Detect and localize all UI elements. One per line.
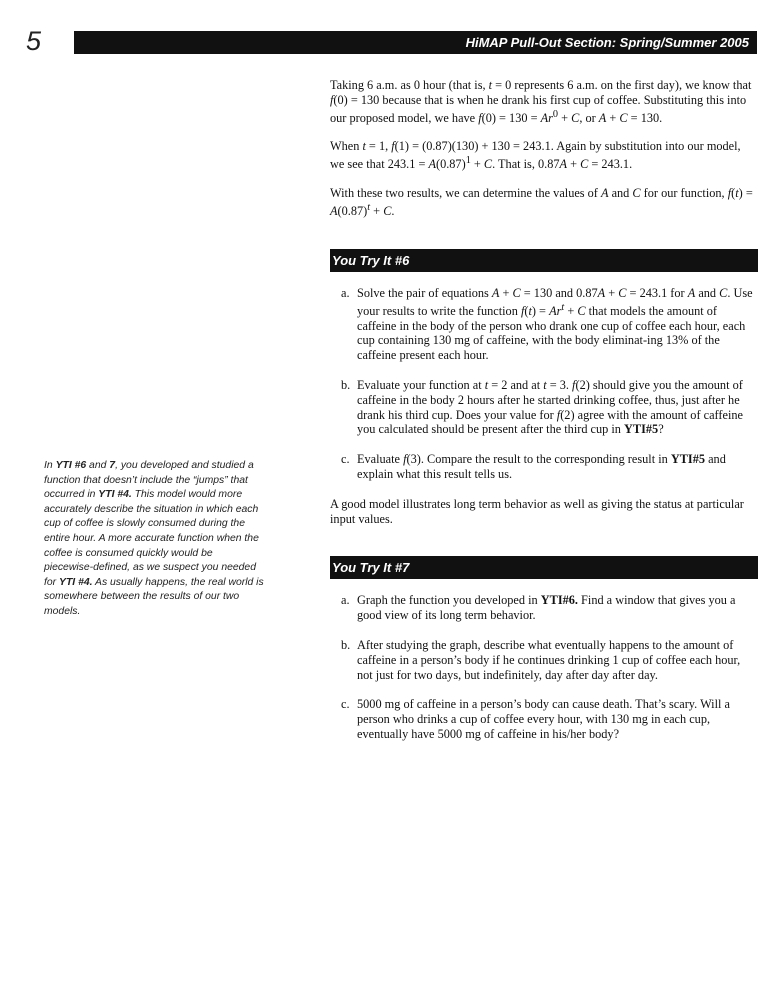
paragraph-two-results: With these two results, we can determine the values of A and C for our function, $f(t) = A(0.87)^t + C$. [330,186,753,219]
list-item: a. Solve the pair of equations A + C = 130 and 0.87A + C = 243.1 for A and C. Use your results to write the function $f(t) = Ar^t + C$ that models the amount of caffeine in the body of the person who drank one cup of coffee each hour, each cup containing 130 mg of caffeine, with the body eliminat-ing 13% of the caffeine present each hour. [341,285,753,363]
header-bar [74,31,757,54]
list-item: a. Graph the function you developed in YTI#6. Find a window that gives you a good view of its long term behavior. [341,593,736,623]
list-item: c. Evaluate f(3). Compare the result to the corresponding result in YTI#5 and explain what this result tells us. [341,452,726,481]
page-number: 5 [26,26,42,56]
you-try-it-7-list [330,593,758,741]
paragraph-second-hour: When t = 1, f(1) = (0.87)(130) + 130 = 243.1. Again by substitution into our model, we see that $243.1 = A(0.87)^1 + C$. That is, 0.87A + C = 243.1. [330,139,741,172]
you-try-it-6-header: You Try It #6 [330,249,758,272]
you-try-it-6-list [330,286,758,482]
paragraph-good-model: A good model illustrates long term behavior as well as giving the status at particular input values. [330,496,744,526]
list-item: b. After studying the graph, describe what eventually happens to the amount of caffeine in a person’s body if he continues drinking 1 cup of coffee each hour, not just for two days, but indefinitely, day after day after day. [341,637,741,682]
paragraph-initial-condition: Taking 6 a.m. as 0 hour (that is, t = 0 represents 6 a.m. on the first day), we know that f(0) = 130 because that is when he drank his first cup of coffee. Substituting this into our proposed model, we have $f(0) = 130 = Ar^0 + C$, or A + C = 130. [330,78,752,125]
sidebar-note: In YTI #6 and 7, you developed and studied a function that doesn’t include the “jumps” that occurred in YTI #4. This model would more accurately describe the situation in which each cup of coffee is slowly consumed during the entire hour. A more accurate function when the coffee is consumed quickly would be piecewise-defined, as we suspect you needed for YTI #4. As usually happens, the real world is somewhere between the results of our two models. [44,460,264,617]
list-item: c. 5000 mg of caffeine in a person’s body can cause death. That’s scary. Will a person who drinks a cup of coffee every hour, with 130 mg in each cup, eventually have 5000 mg of caffeine in his/her body? [341,697,730,741]
main-column [330,78,758,742]
you-try-it-7-header: You Try It #7 [330,556,758,579]
list-item: b. Evaluate your function at t = 2 and at t = 3. f(2) should give you the amount of caffeine in the body 2 hours after he started drinking coffee, thus, just after he drank his third cup. Does your value for f(2) agree with the amount of caffeine you calculated should be present after the third cup in YTI#5? [341,377,743,437]
header-title: HiMAP Pull-Out Section: Spring/Summer 2005 [465,35,749,50]
